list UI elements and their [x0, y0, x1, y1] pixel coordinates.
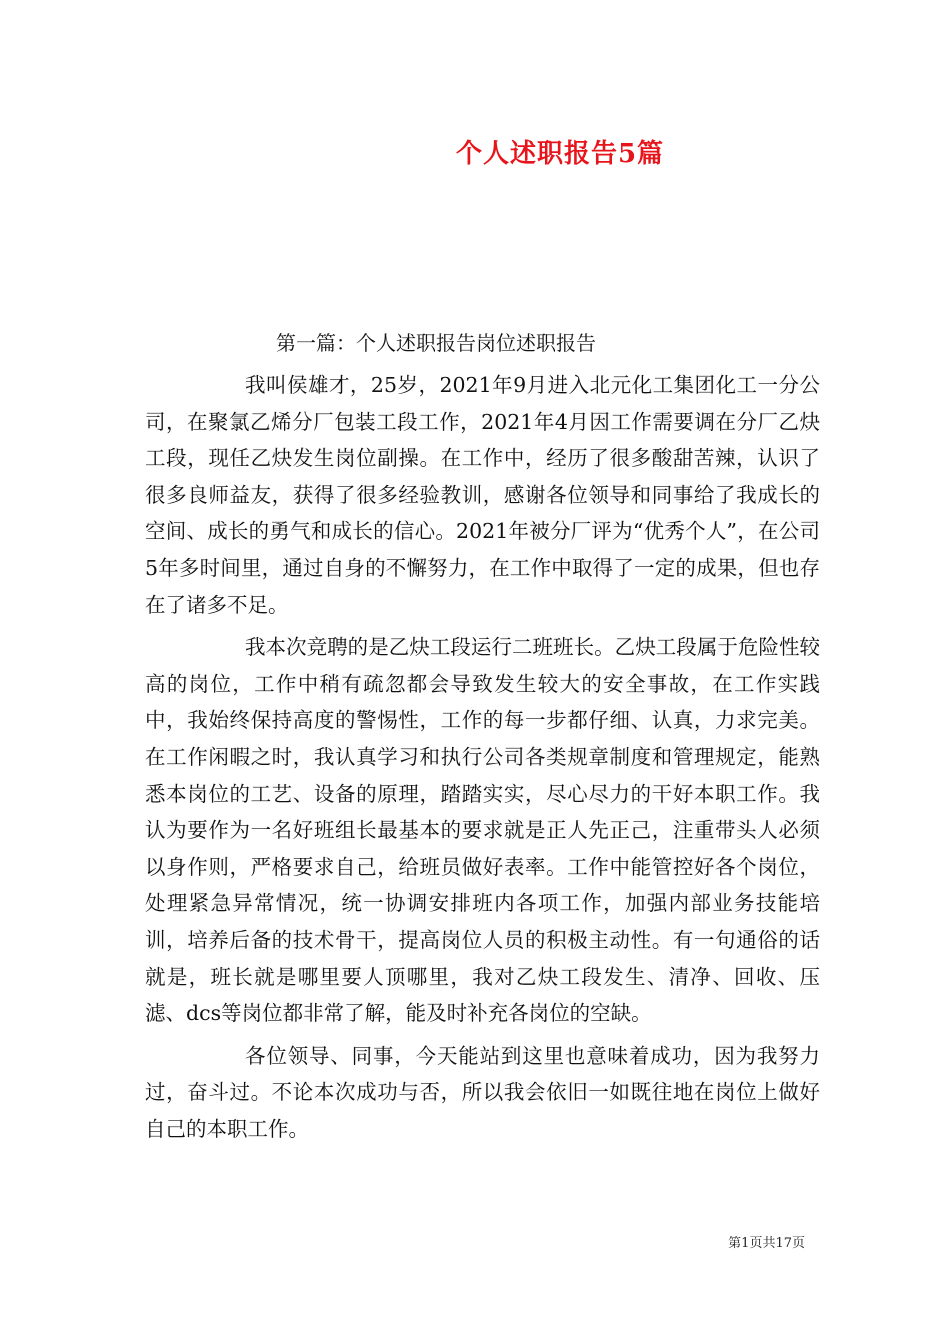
body-text	[145, 367, 820, 1147]
paragraph-3: 各位领导、同事，今天能站到这里也意味着成功，因为我努力过，奋斗过。不论本次成功与否，所以我会依旧一如既往地在岗位上做好自己的本职工作。	[145, 1043, 820, 1141]
section-heading: 第一篇：个人述职报告岗位述职报告	[276, 331, 596, 355]
page-number-footer: 第1页共17页	[728, 1236, 805, 1251]
document-title: 个人述职报告5篇	[455, 139, 665, 169]
paragraph-1: 我叫侯雄才，25岁，2021年9月进入北元化工集团化工一分公司，在聚氯乙烯分厂包装工段工作，2021年4月因工作需要调在分厂乙炔工段，现任乙炔发生岗位副操。在工作中，经历了很多酸甜苦辣，认识了很多良师益友，获得了很多经验教训，感谢各位领导和同事给了我成长的空间、成长的勇气和成长的信心。2021年被分厂评为“优秀个人”，在公司5年多时间里，通过自身的不懈努力，在工作中取得了一定的成果，但也存在了诸多不足。	[145, 373, 820, 617]
paragraph-2: 我本次竞聘的是乙炔工段运行二班班长。乙炔工段属于危险性较高的岗位，工作中稍有疏忽都会导致发生较大的安全事故，在工作实践中，我始终保持高度的警惕性，工作的每一步都仔细、认真，力求完美。在工作闲暇之时，我认真学习和执行公司各类规章制度和管理规定，能熟悉本岗位的工艺、设备的原理，踏踏实实，尽心尽力的干好本职工作。我认为要作为一名好班组长最基本的要求就是正人先正己，注重带头人必须以身作则，严格要求自己，给班员做好表率。工作中能管控好各个岗位，处理紧急异常情况，统一协调安排班内各项工作，加强内部业务技能培训，培养后备的技术骨干，提高岗位人员的积极主动性。有一句通俗的话就是，班长就是哪里要人顶哪里，我对乙炔工段发生、清净、回收、压滤、dcs等岗位都非常了解，能及时补充各岗位的空缺。	[145, 635, 820, 1026]
